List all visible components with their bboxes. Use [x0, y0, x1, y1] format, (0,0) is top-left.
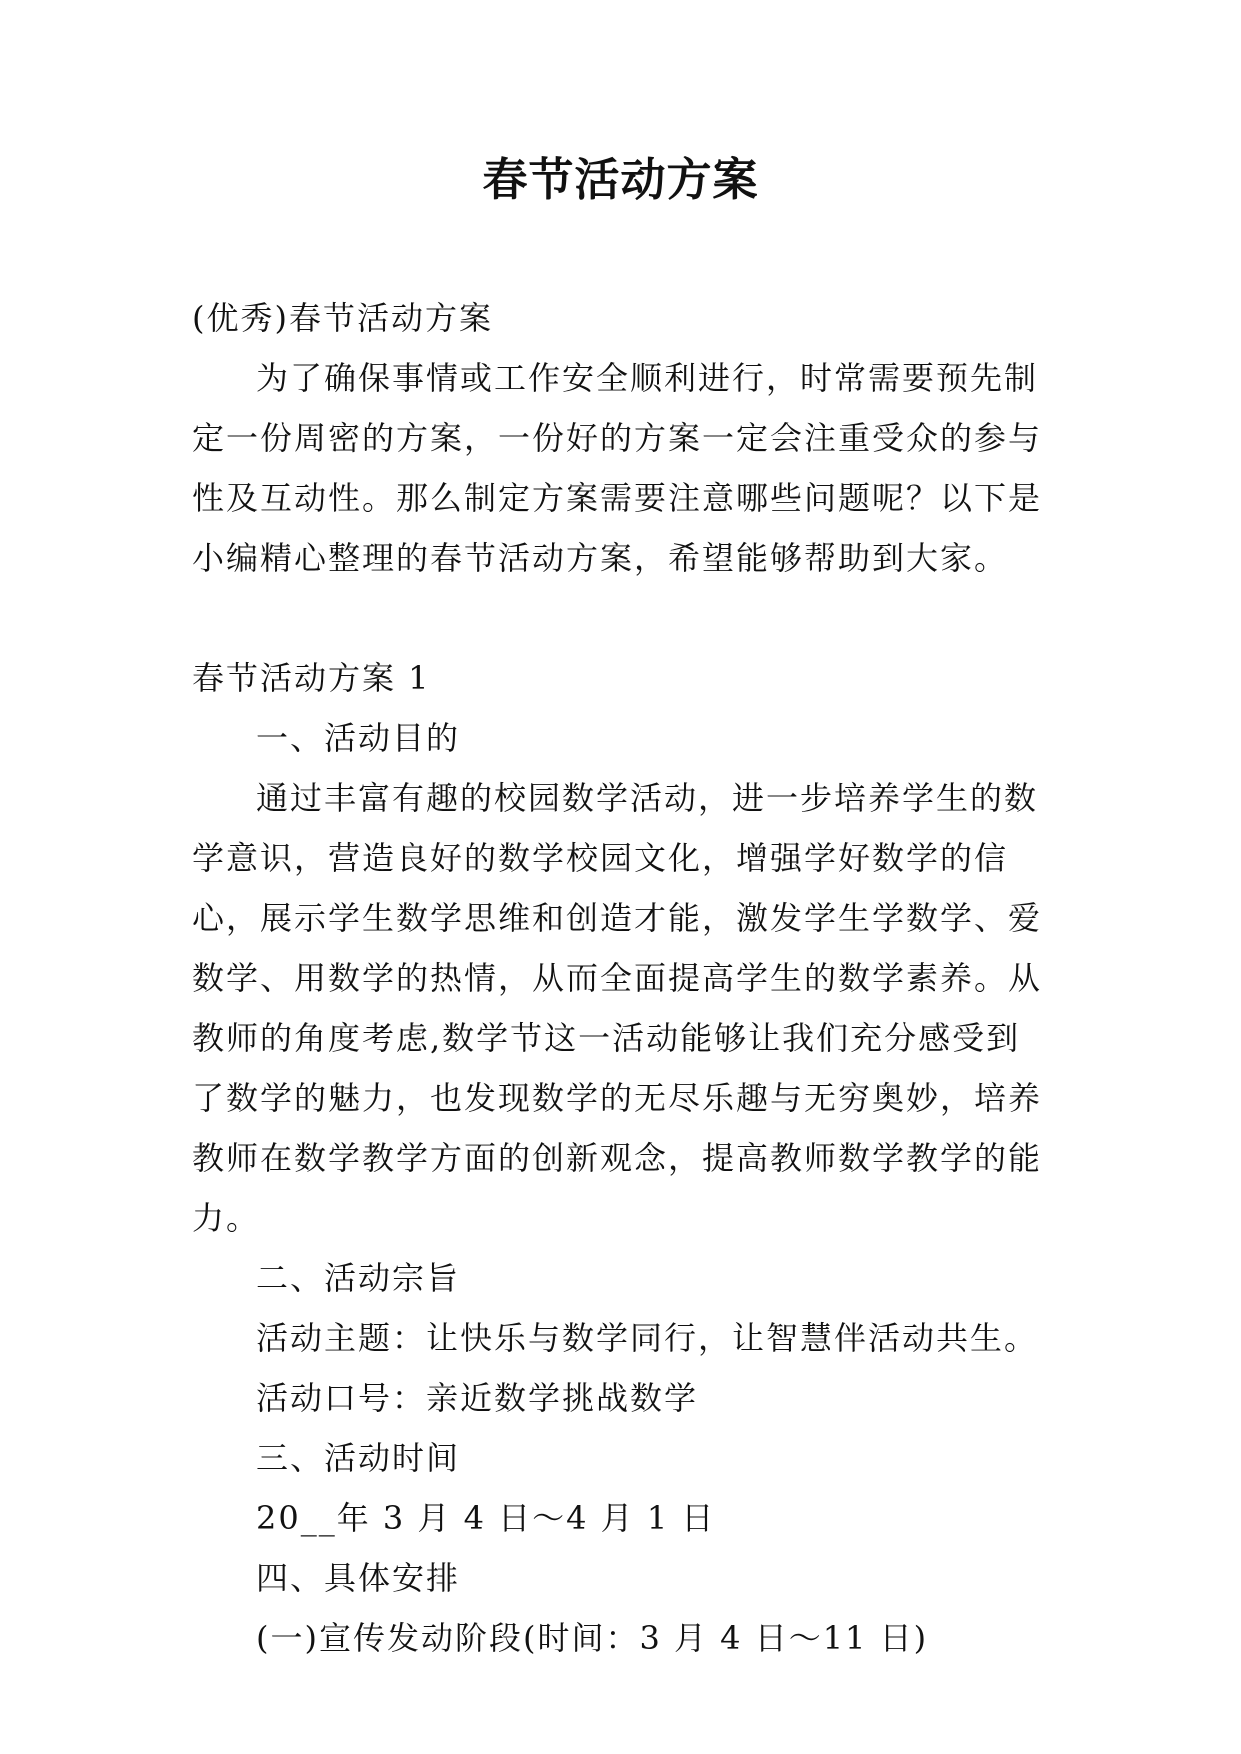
section-title: 春节活动方案 1	[192, 659, 431, 697]
purpose-paragraph: 通过丰富有趣的校园数学活动，进一步培养学生的数学意识，营造良好的数学校园文化，增强学好数学的信心，展示学生数学思维和创造才能，激发学生学数学、爱数学、用数学的热情，从而全面提高学生的数学素养。从教师的角度考虑,数学节这一活动能够让我们充分感受到了数学的魅力，也发现数学的无尽乐趣与无穷奥妙，培养教师在数学教学方面的创新观念，提高教师数学教学的能力。	[192, 779, 1043, 1237]
heading-tenet: 二、活动宗旨	[256, 1259, 461, 1297]
document-subtitle: (优秀)春节活动方案	[192, 299, 493, 337]
intro-paragraph: 为了确保事情或工作安全顺利进行，时常需要预先制定一份周密的方案，一份好的方案一定会注重受众的参与性及互动性。那么制定方案需要注意哪些问题呢？以下是小编精心整理的春节活动方案，希望能够帮助到大家。	[192, 359, 1043, 577]
document-body	[192, 288, 1052, 1668]
heading-purpose: 一、活动目的	[256, 719, 461, 757]
activity-time: 20__年 3 月 4 日～4 月 1 日	[256, 1499, 716, 1537]
activity-theme: 活动主题：让快乐与数学同行，让智慧伴活动共生。	[256, 1319, 1039, 1357]
heading-arrangement: 四、具体安排	[256, 1559, 461, 1597]
document-title: 春节活动方案	[482, 153, 759, 206]
heading-time: 三、活动时间	[256, 1439, 461, 1477]
phase-one: (一)宣传发动阶段(时间：3 月 4 日～11 日)	[256, 1619, 929, 1657]
activity-slogan: 活动口号：亲近数学挑战数学	[256, 1379, 699, 1417]
